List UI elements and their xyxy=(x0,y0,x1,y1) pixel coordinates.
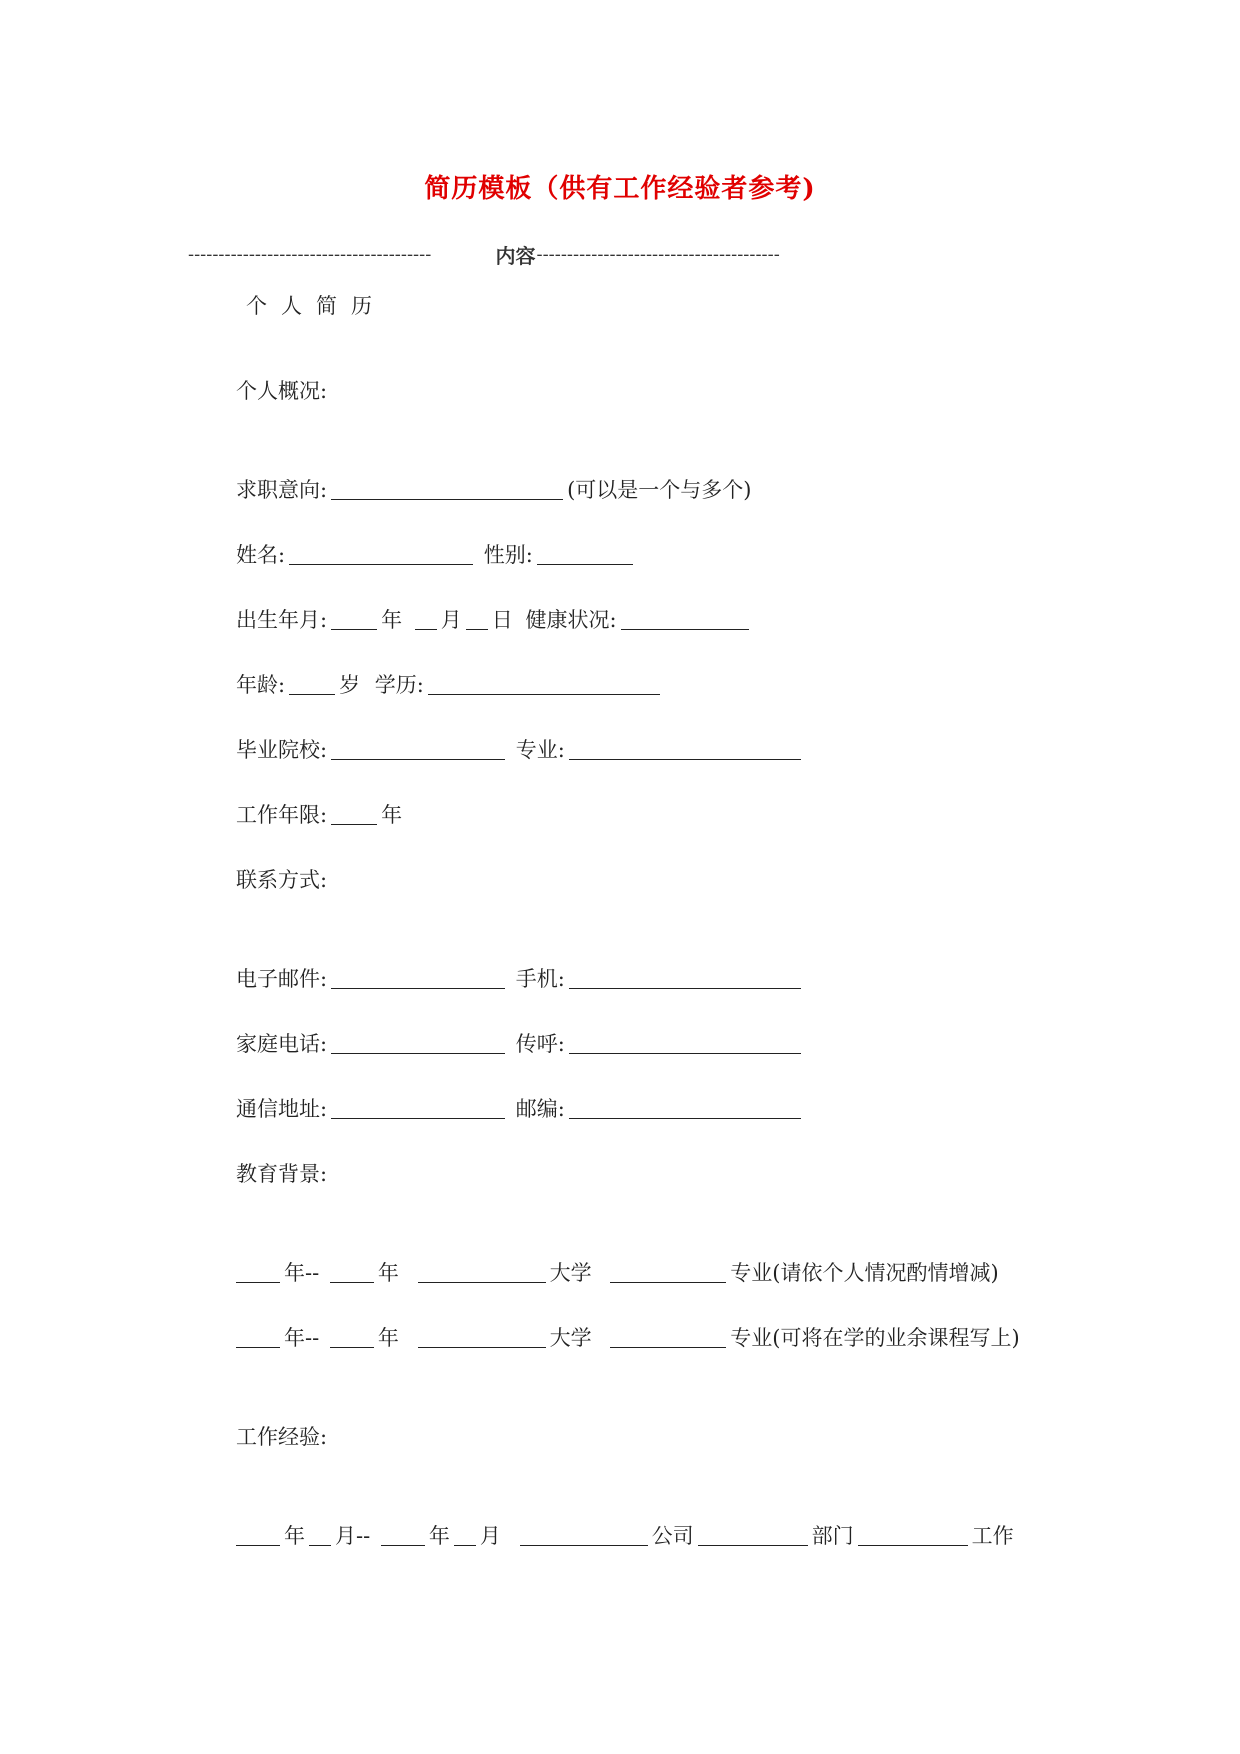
label-work-years: 工作年限: xyxy=(236,803,328,827)
birth-month-unit: 月 xyxy=(440,608,462,632)
row-work-years xyxy=(236,799,402,829)
birth-day-unit: 日 xyxy=(491,608,513,632)
work-month-from-label: 月-- xyxy=(335,1524,371,1548)
mobile-blank[interactable] xyxy=(569,968,801,989)
label-name: 姓名: xyxy=(236,543,286,567)
row-age-degree xyxy=(236,669,664,699)
work-company-blank[interactable] xyxy=(520,1525,648,1546)
work-year-to-blank[interactable] xyxy=(381,1525,425,1546)
home-phone-blank[interactable] xyxy=(331,1033,505,1054)
document-title: 简历模板（供有工作经验者参考) xyxy=(424,174,816,204)
label-degree: 学历: xyxy=(374,673,424,697)
job-intent-blank[interactable] xyxy=(331,479,563,500)
birth-year-blank[interactable] xyxy=(331,609,377,630)
label-major: 专业: xyxy=(515,738,565,762)
label-birth: 出生年月: xyxy=(236,608,328,632)
work-row xyxy=(236,1520,1014,1550)
work-year-to-label: 年 xyxy=(428,1524,450,1548)
edu-year-to-label: 年 xyxy=(377,1261,399,1285)
label-gender: 性别: xyxy=(483,543,533,567)
email-blank[interactable] xyxy=(331,968,505,989)
edu-year-to-blank[interactable] xyxy=(330,1262,374,1283)
row-job-intent xyxy=(236,474,751,504)
label-age: 年龄: xyxy=(236,673,286,697)
row-home-phone-pager xyxy=(236,1028,805,1058)
label-address: 通信地址: xyxy=(236,1097,328,1121)
work-month-from-blank[interactable] xyxy=(309,1525,331,1546)
edu-year-from-blank[interactable] xyxy=(236,1327,280,1348)
pager-blank[interactable] xyxy=(569,1033,801,1054)
education-row xyxy=(236,1257,999,1287)
birth-month-blank[interactable] xyxy=(415,609,437,630)
work-years-unit: 年 xyxy=(381,803,403,827)
age-blank[interactable] xyxy=(289,674,335,695)
edu-year-from-label: 年-- xyxy=(284,1261,320,1285)
section-overview: 个人概况: xyxy=(236,379,328,403)
work-job-blank[interactable] xyxy=(858,1525,968,1546)
gender-blank[interactable] xyxy=(537,544,633,565)
address-blank[interactable] xyxy=(331,1098,505,1119)
edu-major-blank[interactable] xyxy=(610,1327,726,1348)
edu-major-note: 专业(请依个人情况酌情增减) xyxy=(730,1261,999,1285)
section-work: 工作经验: xyxy=(236,1425,328,1449)
edu-major-blank[interactable] xyxy=(610,1262,726,1283)
health-blank[interactable] xyxy=(621,609,749,630)
row-birth-health xyxy=(236,604,753,634)
work-years-blank[interactable] xyxy=(331,804,377,825)
label-school: 毕业院校: xyxy=(236,738,328,762)
label-home-phone: 家庭电话: xyxy=(236,1032,328,1056)
age-unit: 岁 xyxy=(339,673,361,697)
work-dept-blank[interactable] xyxy=(698,1525,808,1546)
label-job-intent: 求职意向: xyxy=(236,478,328,502)
label-zipcode: 邮编: xyxy=(515,1097,565,1121)
education-row xyxy=(236,1322,1020,1352)
edu-year-from-label: 年-- xyxy=(284,1326,320,1350)
resume-heading: 个人简历 xyxy=(246,294,386,318)
work-year-from-blank[interactable] xyxy=(236,1525,280,1546)
row-address-zipcode xyxy=(236,1093,805,1123)
work-job-label: 工作 xyxy=(971,1524,1014,1548)
work-company-label: 公司 xyxy=(651,1524,694,1548)
label-health: 健康状况: xyxy=(525,608,617,632)
work-dept-label: 部门 xyxy=(811,1524,854,1548)
edu-year-to-label: 年 xyxy=(377,1326,399,1350)
content-divider xyxy=(188,240,843,269)
zipcode-blank[interactable] xyxy=(569,1098,801,1119)
edu-university-blank[interactable] xyxy=(418,1262,546,1283)
section-education: 教育背景: xyxy=(236,1162,328,1186)
label-email: 电子邮件: xyxy=(236,967,328,991)
edu-university-label: 大学 xyxy=(549,1326,592,1350)
edu-university-label: 大学 xyxy=(549,1261,592,1285)
work-month-to-label: 月 xyxy=(479,1524,501,1548)
degree-blank[interactable] xyxy=(428,674,660,695)
work-year-from-label: 年 xyxy=(284,1524,305,1548)
divider-label: 内容 xyxy=(495,244,536,268)
row-name-gender xyxy=(236,539,637,569)
edu-year-from-blank[interactable] xyxy=(236,1262,280,1283)
birth-day-blank[interactable] xyxy=(466,609,488,630)
birth-year-unit: 年 xyxy=(381,608,403,632)
major-blank[interactable] xyxy=(569,739,801,760)
edu-year-to-blank[interactable] xyxy=(330,1327,374,1348)
label-mobile: 手机: xyxy=(515,967,565,991)
label-pager: 传呼: xyxy=(515,1032,565,1056)
edu-university-blank[interactable] xyxy=(418,1327,546,1348)
section-contact: 联系方式: xyxy=(236,868,328,892)
row-email-mobile xyxy=(236,963,805,993)
name-blank[interactable] xyxy=(289,544,473,565)
divider-right: ---------------------------------------- xyxy=(536,244,780,265)
work-month-to-blank[interactable] xyxy=(454,1525,476,1546)
edu-major-note: 专业(可将在学的业余课程写上) xyxy=(730,1326,1020,1350)
job-intent-note: (可以是一个与多个) xyxy=(567,478,752,502)
divider-left: ---------------------------------------- xyxy=(188,244,432,265)
row-school-major xyxy=(236,734,805,764)
school-blank[interactable] xyxy=(331,739,505,760)
